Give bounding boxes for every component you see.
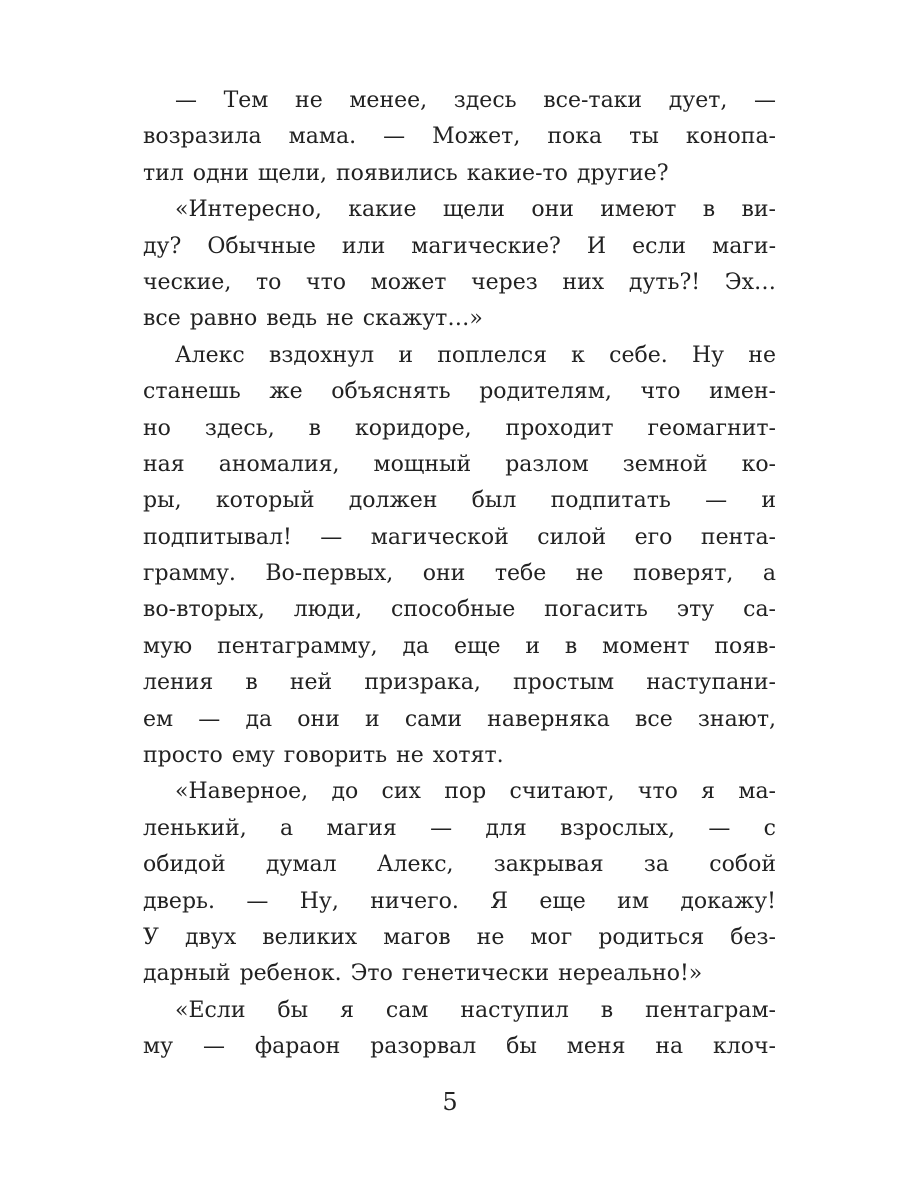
text-line: — Тем не менее, здесь все-таки дует, — [175,88,776,113]
paragraph [143,338,776,775]
text-line: ленький, а магия — для взрослых, — с [143,815,776,841]
text-line: станешь же объяснять родителям, что имен- [143,379,776,405]
text-line: му — фараон разорвал бы меня на клоч- [143,1034,776,1060]
text-line: ры, который должен был подпитать — и [143,488,776,514]
text-line: ческие, то что может через них дуть?! Эх… [143,269,776,295]
text-line: дарный ребенок. Это генетически нереально!» [143,961,703,987]
text-line: во-вторых, люди, способные погасить эту са- [143,597,776,623]
page-body-text [143,83,776,1066]
text-line: все равно ведь не скажут…» [143,306,483,332]
text-line: возразила мама. — Может, пока ты конопа- [143,124,776,150]
page-number: 5 [442,1088,458,1116]
paragraph [143,774,776,992]
text-line: тил одни щели, появились какие-то другие? [143,160,669,186]
text-line: «Если бы я сам наступил в пентаграм- [175,997,776,1023]
text-line: просто ему говорить не хотят. [143,743,504,769]
text-line: У двух великих магов не мог родиться без- [143,924,776,950]
text-line: но здесь, в коридоре, проходит геомагнит- [143,415,776,441]
text-line: ная аномалия, мощный разлом земной ко- [143,451,776,477]
text-line: грамму. Во-первых, они тебе не поверят, а [143,561,776,587]
text-line: ем — да они и сами наверняка все знают, [143,706,776,732]
text-line: «Наверное, до сих пор считают, что я ма- [175,779,776,805]
text-line: дверь. — Ну, ничего. Я еще им докажу! [143,888,776,914]
text-line: обидой думал Алекс, закрывая за собой [143,852,776,878]
text-line: ду? Обычные или магические? И если маги- [143,233,776,259]
text-line: подпитывал! — магической силой его пента- [143,524,776,550]
text-line: «Интересно, какие щели они имеют в ви- [175,197,776,223]
paragraph [143,83,776,192]
text-line: ления в ней призрака, простым наступани- [143,670,776,696]
text-line: мую пентаграмму, да еще и в момент появ- [143,633,776,659]
text-line: Алекс вздохнул и поплелся к себе. Ну не [175,342,776,368]
paragraph [143,993,776,1066]
paragraph [143,192,776,338]
